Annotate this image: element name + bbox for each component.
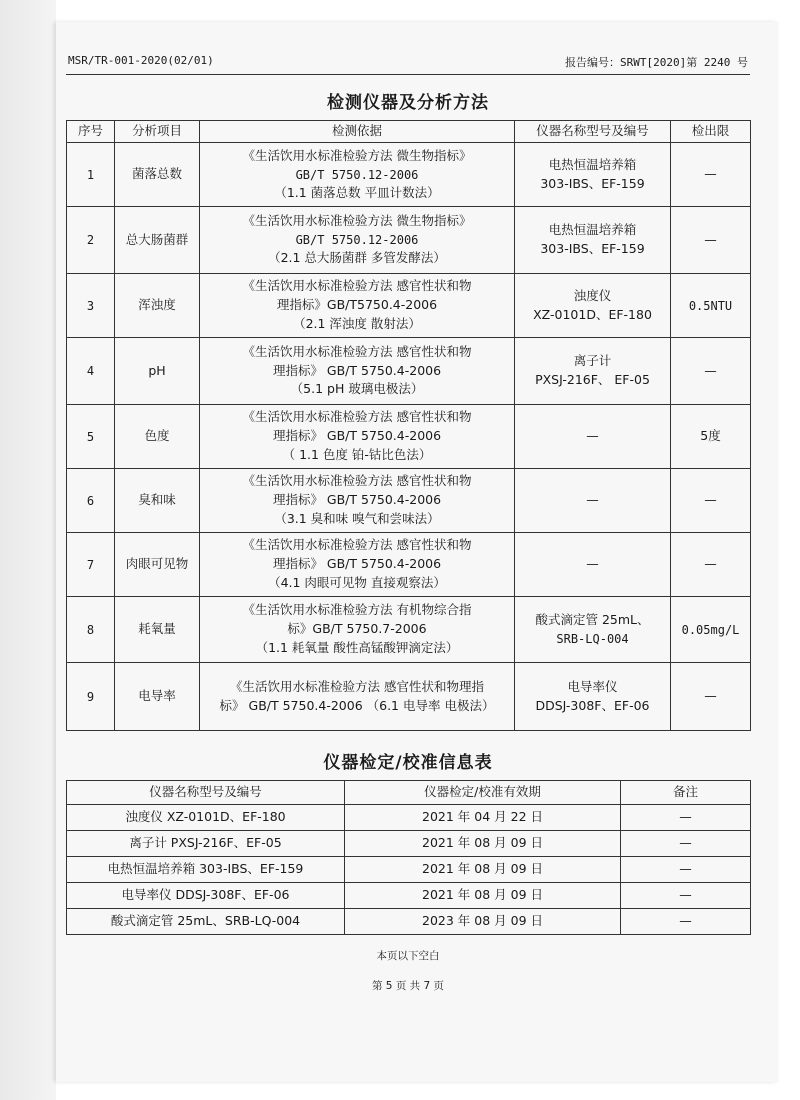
instrument-line: 酸式滴定管 25mL、: [535, 612, 650, 628]
test-basis-line: （1.1 菌落总数 平皿计数法）: [274, 184, 440, 200]
test-basis: [200, 143, 515, 207]
analysis-item: 肉眼可见物: [115, 533, 200, 597]
instrument-line: —: [586, 428, 599, 444]
header-rule: [66, 74, 750, 75]
analysis-item: 耗氧量: [115, 597, 200, 663]
page-header: [68, 54, 748, 70]
calibration-row: [67, 831, 751, 857]
test-basis-line: 《生活饮用水标准检验方法 感官性状和物: [242, 409, 472, 425]
test-basis-line: 《生活饮用水标准检验方法 感官性状和物理指: [230, 678, 484, 694]
row-number: 2: [67, 207, 115, 274]
detection-limit: 0.5NTU: [671, 274, 751, 338]
row-number: 8: [67, 597, 115, 663]
cal-valid-date: 2021 年 08 月 09 日: [345, 857, 621, 883]
methods-title: 检测仪器及分析方法: [327, 93, 489, 113]
calibration-row: [67, 805, 751, 831]
detection-limit: —: [671, 663, 751, 731]
test-basis-line: GB/T 5750.12-2006: [295, 167, 419, 182]
method-row: [67, 469, 751, 533]
test-basis: [200, 597, 515, 663]
row-number: 5: [67, 405, 115, 469]
cal-instrument: 电导率仪 DDSJ-308F、EF-06: [67, 883, 345, 909]
instrument: [515, 405, 671, 469]
test-basis-line: 理指标》GB/T5750.4-2006: [276, 297, 438, 313]
calibration-body: [67, 805, 751, 935]
test-basis: [200, 405, 515, 469]
row-number: 3: [67, 274, 115, 338]
test-basis-line: 《生活饮用水标准检验方法 感官性状和物: [242, 278, 472, 294]
cal-instrument: 电热恒温培养箱 303-IBS、EF-159: [67, 857, 345, 883]
cal-note: —: [621, 831, 751, 857]
test-basis-line: GB/T 5750.12-2006: [295, 233, 419, 247]
analysis-item: 浑浊度: [115, 274, 200, 338]
instrument-line: DDSJ-308F、EF-06: [535, 697, 650, 713]
instrument-line: —: [586, 492, 599, 508]
test-basis-line: 理指标》 GB/T 5750.4-2006: [272, 362, 442, 378]
instrument: [515, 274, 671, 338]
row-number: 9: [67, 663, 115, 731]
analysis-item: 电导率: [115, 663, 200, 731]
methods-table: [66, 120, 751, 731]
test-basis-line: 《生活饮用水标准检验方法 感官性状和物: [242, 473, 472, 489]
test-basis-line: 理指标》 GB/T 5750.4-2006: [272, 556, 442, 572]
test-basis: [200, 274, 515, 338]
instrument: [515, 143, 671, 207]
test-basis-line: 理指标》 GB/T 5750.4-2006: [272, 428, 442, 444]
instrument: [515, 533, 671, 597]
cal-valid-date: 2021 年 04 月 22 日: [345, 805, 621, 831]
method-row: [67, 207, 751, 274]
instrument: [515, 207, 671, 274]
method-row: [67, 274, 751, 338]
page-info: 第 5 页 共 7 页: [371, 980, 445, 992]
instrument-line: 303-IBS、EF-159: [540, 175, 645, 191]
analysis-item: 菌落总数: [115, 143, 200, 207]
instrument-line: —: [586, 556, 599, 572]
cal-valid-date: 2021 年 08 月 09 日: [345, 883, 621, 909]
test-basis-line: 理指标》 GB/T 5750.4-2006: [272, 492, 442, 508]
cal-header-note: 备注: [621, 781, 751, 805]
row-number: 6: [67, 469, 115, 533]
test-basis-line: （ 1.1 色度 铂-钴比色法）: [282, 446, 432, 462]
instrument: [515, 338, 671, 405]
form-code: MSR/TR-001-2020(02/01): [68, 54, 214, 67]
cal-instrument: 离子计 PXSJ-216F、EF-05: [67, 831, 345, 857]
method-row: [67, 597, 751, 663]
detection-limit: —: [671, 469, 751, 533]
cal-valid-date: 2023 年 08 月 09 日: [345, 909, 621, 935]
instrument-line: 电导率仪: [567, 678, 618, 694]
calibration-table: [66, 780, 751, 935]
col-header-basis: 检测依据: [200, 121, 515, 143]
instrument: [515, 597, 671, 663]
test-basis-line: （2.1 浑浊度 散射法）: [293, 315, 421, 331]
test-basis-line: 《生活饮用水标准检验方法 微生物指标》: [242, 147, 472, 163]
instrument-line: 浊度仪: [573, 287, 612, 303]
instrument: [515, 663, 671, 731]
report-number: 报告编号：SRWT[2020]第 2240 号: [565, 56, 748, 69]
calibration-title: 仪器检定/校准信息表: [323, 753, 493, 773]
test-basis-line: 标》 GB/T 5750.4-2006 （6.1 电导率 电极法）: [219, 697, 495, 713]
cal-header-instrument: 仪器名称型号及编号: [67, 781, 345, 805]
instrument-line: 电热恒温培养箱: [548, 156, 637, 172]
col-header-instrument: 仪器名称型号及编号: [515, 121, 671, 143]
method-row: [67, 143, 751, 207]
detection-limit: —: [671, 533, 751, 597]
analysis-item: 总大肠菌群: [115, 207, 200, 274]
cal-valid-date: 2021 年 08 月 09 日: [345, 831, 621, 857]
scan-edge: [0, 0, 56, 1100]
test-basis-line: （2.1 总大肠菌群 多管发酵法）: [268, 250, 446, 265]
cal-note: —: [621, 805, 751, 831]
test-basis-line: （4.1 肉眼可见物 直接观察法）: [268, 574, 446, 590]
row-number: 7: [67, 533, 115, 597]
analysis-item: 色度: [115, 405, 200, 469]
test-basis: [200, 338, 515, 405]
method-row: [67, 663, 751, 731]
test-basis-line: 《生活饮用水标准检验方法 感官性状和物: [242, 537, 472, 553]
instrument-line: 303-IBS、EF-159: [540, 241, 645, 256]
cal-note: —: [621, 857, 751, 883]
blank-note: 本页以下空白: [376, 950, 440, 962]
method-row: [67, 533, 751, 597]
calibration-row: [67, 909, 751, 935]
detection-limit: —: [671, 143, 751, 207]
cal-header-valid: 仪器检定/校准有效期: [345, 781, 621, 805]
instrument-line: PXSJ-216F、 EF-05: [535, 372, 650, 387]
calibration-header-row: [67, 781, 751, 805]
col-header-item: 分析项目: [115, 121, 200, 143]
col-header-no: 序号: [67, 121, 115, 143]
instrument-line: XZ-0101D、EF-180: [533, 306, 652, 322]
instrument-line: SRB-LQ-004: [556, 631, 629, 646]
col-header-limit: 检出限: [671, 121, 751, 143]
test-basis-line: （3.1 臭和味 嗅气和尝味法）: [274, 510, 440, 526]
test-basis-line: 《生活饮用水标准检验方法 感官性状和物: [242, 343, 472, 359]
method-row: [67, 338, 751, 405]
detection-limit: 5度: [671, 405, 751, 469]
test-basis: [200, 469, 515, 533]
methods-body: [67, 143, 751, 731]
test-basis-line: 《生活饮用水标准检验方法 微生物指标》: [242, 213, 472, 229]
test-basis: [200, 663, 515, 731]
detection-limit: 0.05mg/L: [671, 597, 751, 663]
instrument-line: 离子计: [573, 353, 612, 369]
cal-instrument: 浊度仪 XZ-0101D、EF-180: [67, 805, 345, 831]
analysis-item: pH: [115, 338, 200, 405]
cal-note: —: [621, 909, 751, 935]
row-number: 1: [67, 143, 115, 207]
analysis-item: 臭和味: [115, 469, 200, 533]
calibration-row: [67, 857, 751, 883]
methods-header-row: [67, 121, 751, 143]
row-number: 4: [67, 338, 115, 405]
instrument-line: 电热恒温培养箱: [548, 222, 637, 238]
instrument: [515, 469, 671, 533]
method-row: [67, 405, 751, 469]
cal-note: —: [621, 883, 751, 909]
test-basis: [200, 533, 515, 597]
test-basis-line: （1.1 耗氧量 酸性高锰酸钾滴定法）: [255, 639, 459, 655]
cal-instrument: 酸式滴定管 25mL、SRB-LQ-004: [67, 909, 345, 935]
test-basis-line: 标》GB/T 5750.7-2006: [287, 621, 427, 637]
test-basis: [200, 207, 515, 274]
detection-limit: —: [671, 338, 751, 405]
test-basis-line: （5.1 pH 玻璃电极法）: [290, 381, 424, 397]
test-basis-line: 《生活饮用水标准检验方法 有机物综合指: [242, 602, 472, 618]
calibration-row: [67, 883, 751, 909]
detection-limit: —: [671, 207, 751, 274]
